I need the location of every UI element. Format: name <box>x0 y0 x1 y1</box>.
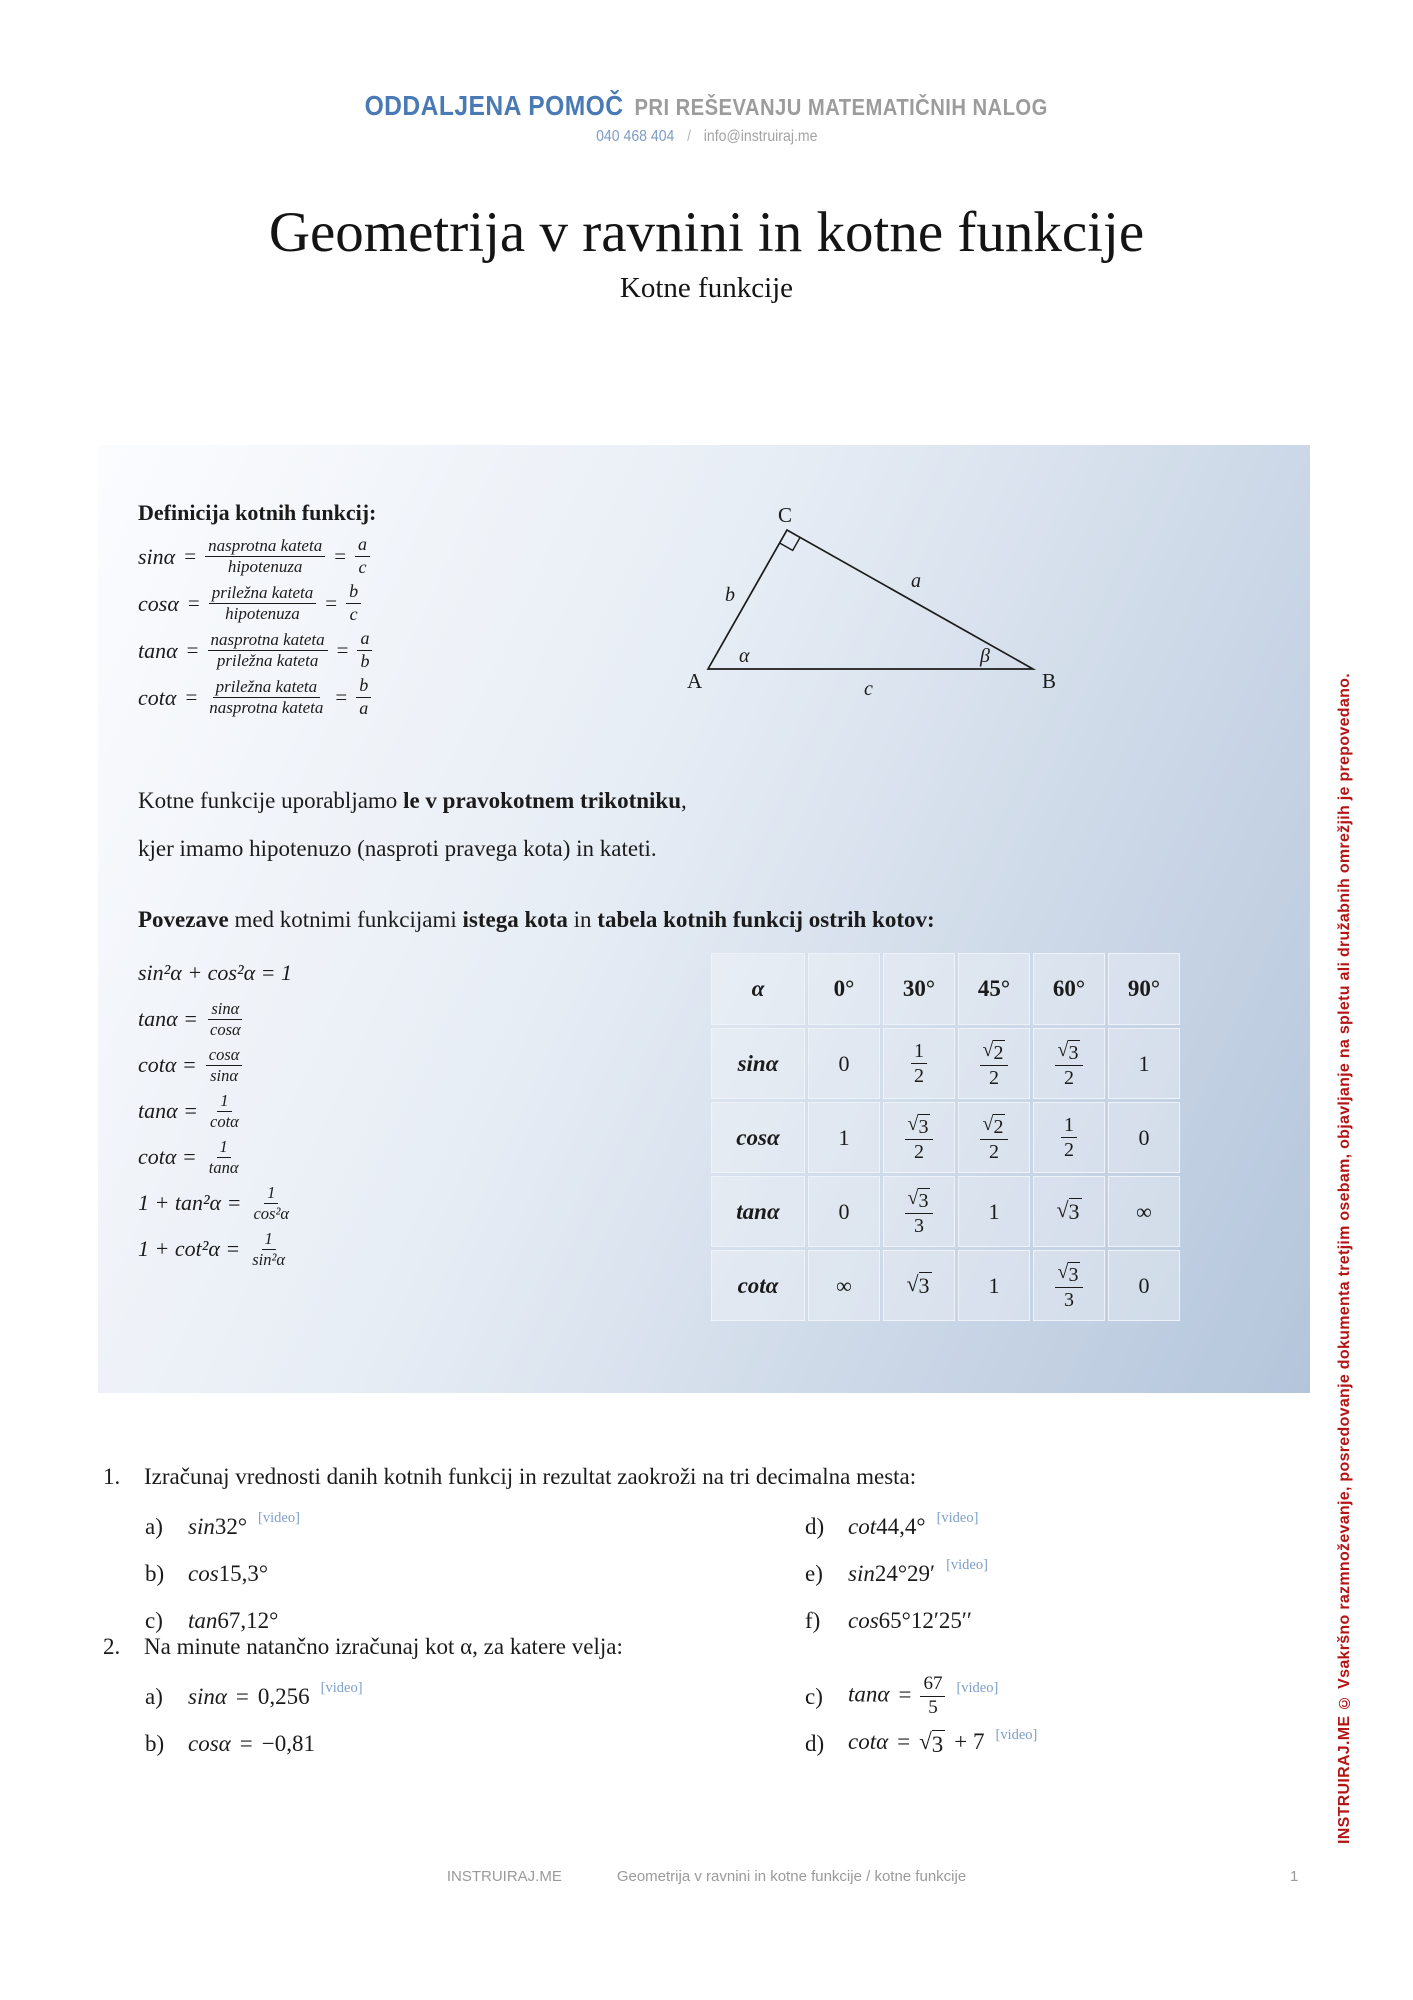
equals-sign: = <box>186 638 199 662</box>
formula-tail: + 7 <box>954 1728 985 1754</box>
table-cell: 1 <box>808 1102 880 1173</box>
item-formula <box>848 1673 945 1720</box>
item-label: a) <box>145 1513 163 1539</box>
formula-lhs: cotα = <box>138 1052 197 1077</box>
table-cell <box>883 1250 955 1321</box>
table-cell <box>958 1102 1030 1173</box>
relations-heading-text: in <box>567 907 598 932</box>
radical-sign: √ <box>982 1112 994 1135</box>
video-link[interactable]: [video] <box>258 1510 300 1526</box>
note-bold: le v pravokotnem trikotniku <box>403 788 681 813</box>
relation-formula <box>138 1180 292 1226</box>
equals-sign: = <box>184 544 197 568</box>
exercise-prompt: Na minute natančno izračunaj kot α, za katere velja: <box>144 1634 623 1659</box>
radicand: 3 <box>1068 1199 1080 1225</box>
formula-lhs: tanα = <box>138 1098 199 1123</box>
equals-sign: = <box>235 1683 249 1709</box>
item-label: c) <box>805 1683 823 1709</box>
fraction <box>205 536 325 578</box>
formula-lhs: sinα <box>188 1683 227 1709</box>
fraction-denominator: b <box>360 651 370 671</box>
function-name: sin <box>848 1560 875 1586</box>
fraction <box>250 1183 292 1224</box>
table-header-row <box>711 953 1180 1025</box>
fraction-numerator: 1 <box>911 1039 927 1064</box>
page-number: 1 <box>1290 1868 1299 1885</box>
fraction-denominator: c <box>358 557 367 577</box>
table-header-90: 90° <box>1108 953 1180 1025</box>
fraction-denominator: 3 <box>913 1214 924 1237</box>
radical-sign: √ <box>1056 1197 1069 1223</box>
table-header-30: 30° <box>883 953 955 1025</box>
equals-sign: = <box>335 685 348 709</box>
vertex-c-label: C <box>778 507 793 527</box>
fraction-denominator: 5 <box>928 1697 938 1718</box>
table-cell: 0 <box>1108 1250 1180 1321</box>
formula-lhs: tanα = <box>138 1006 199 1031</box>
formula-value: −0,81 <box>261 1730 315 1756</box>
equals-sign: = <box>325 591 338 615</box>
function-argument: 65°12′25′′ <box>878 1607 972 1633</box>
angle-alpha-label: α <box>739 645 750 667</box>
video-link[interactable]: [video] <box>946 1557 988 1573</box>
side-a-label: a <box>911 570 921 592</box>
exercise-item-c <box>805 1673 1037 1720</box>
function-name: cot <box>848 1513 877 1539</box>
relations-heading-bold: Povezave <box>138 907 229 932</box>
exercise-number: 1. <box>103 1464 121 1489</box>
function-argument: 67,12° <box>217 1607 279 1633</box>
formula-value: 0,256 <box>257 1683 310 1709</box>
equals-sign: = <box>897 1728 911 1754</box>
table-header-45: 45° <box>958 953 1030 1025</box>
page-footer <box>0 1868 1413 1885</box>
letterhead <box>0 90 1413 146</box>
brand-name: ODDALJENA POMOČ <box>364 90 624 121</box>
radical-sign: √ <box>907 1112 919 1135</box>
letterhead-contact <box>0 128 1413 146</box>
row-label: cotα <box>711 1250 805 1321</box>
fraction-numerator: 1 <box>217 1091 231 1112</box>
table-cell <box>1033 1250 1105 1321</box>
table-cell: 0 <box>1108 1102 1180 1173</box>
exercise-2-heading <box>103 1634 1340 1660</box>
relation-formula <box>138 996 292 1042</box>
table-cell <box>883 1176 955 1247</box>
function-name: tan <box>188 1607 218 1633</box>
radical-sign: √ <box>919 1728 932 1754</box>
fraction-numerator: nasprotna kateta <box>208 630 328 651</box>
fraction-numerator: 1 <box>1061 1113 1077 1138</box>
item-label: b) <box>145 1730 165 1756</box>
side-b-label: b <box>725 584 735 606</box>
table-cell: 1 <box>1108 1028 1180 1099</box>
table-row-cot <box>711 1250 1180 1321</box>
function-name: cos <box>188 1560 219 1586</box>
relations-list <box>138 950 292 1272</box>
fraction-denominator: 3 <box>1063 1288 1074 1311</box>
fraction <box>355 534 370 578</box>
fraction-denominator: hipotenuza <box>225 604 300 623</box>
exercise-1-left-column <box>145 1503 1340 1644</box>
relation-formula <box>138 1042 292 1088</box>
letterhead-line1 <box>0 90 1413 122</box>
fraction-numerator: priležna kateta <box>213 677 321 698</box>
exercise-1-heading <box>103 1464 1340 1490</box>
fraction-numerator: b <box>346 581 361 604</box>
radicand: 3 <box>931 1731 944 1757</box>
fraction-denominator: 2 <box>913 1140 924 1163</box>
relations-heading <box>138 907 935 933</box>
definition-tan <box>138 627 372 674</box>
fraction <box>356 675 371 719</box>
radical-sign: √ <box>1057 1038 1069 1061</box>
fraction-numerator: a <box>357 628 372 651</box>
function-argument: 24°29′ <box>874 1560 936 1586</box>
relation-formula <box>138 1134 292 1180</box>
function-argument: 32° <box>214 1513 248 1539</box>
item-label: d) <box>805 1513 825 1539</box>
exercise-number: 2. <box>103 1634 121 1659</box>
fraction-denominator: cosα <box>210 1019 241 1039</box>
page-title: Geometrija v ravnini in kotne funkcije <box>268 201 1145 264</box>
fraction-numerator: cosα <box>206 1045 243 1066</box>
relation-identity <box>138 950 292 996</box>
radicand: 2 <box>993 1115 1004 1138</box>
radicand: 3 <box>1068 1041 1079 1064</box>
video-link[interactable]: [video] <box>936 1510 979 1526</box>
function-name: sin <box>188 1513 215 1539</box>
fraction-denominator: 2 <box>988 1140 999 1163</box>
definition-sin <box>138 533 372 580</box>
item-formula <box>188 1731 315 1757</box>
item-formula <box>848 1729 985 1759</box>
brand-tagline: PRI REŠEVANJU MATEMATIČNIH NALOG <box>634 94 1049 120</box>
exercise-item-d <box>805 1503 988 1550</box>
formula-lhs: cotα <box>138 684 177 710</box>
function-argument: 15,3° <box>218 1560 269 1586</box>
fraction-denominator: priležna kateta <box>216 651 319 670</box>
definitions-heading: Definicija kotnih funkcij: <box>138 500 377 525</box>
exercise-item-b <box>145 1550 1340 1597</box>
fraction-numerator: 1 <box>262 1229 276 1250</box>
radicand: 2 <box>993 1041 1004 1064</box>
table-cell: 1 <box>958 1250 1030 1321</box>
formula-lhs: cotα <box>848 1728 889 1754</box>
formula-lhs: sinα <box>138 543 176 569</box>
fraction-numerator: 1 <box>264 1183 278 1204</box>
fraction-denominator: sin²α <box>252 1249 286 1269</box>
item-formula <box>188 1561 268 1587</box>
definitions-list <box>138 533 372 721</box>
relation-formula <box>138 1088 292 1134</box>
radicand: 3 <box>918 1115 929 1138</box>
exercise-item-a <box>145 1673 1340 1720</box>
relations-heading-text: med kotnimi funkcijami <box>228 907 463 932</box>
right-angle-mark <box>780 537 801 550</box>
item-formula <box>848 1608 972 1634</box>
definition-cos <box>138 580 372 627</box>
exercise-item-b <box>145 1720 1340 1767</box>
fraction <box>920 1673 945 1720</box>
row-label: cosα <box>711 1102 805 1173</box>
footer-site: INSTRUIRAJ.ME <box>446 1868 562 1885</box>
formula-lhs: 1 + cot²α = <box>138 1236 241 1261</box>
item-label: f) <box>805 1607 821 1633</box>
radicand: 3 <box>918 1189 929 1212</box>
table-row-cos <box>711 1102 1180 1173</box>
fraction <box>209 583 317 625</box>
radical-sign: √ <box>1057 1260 1069 1283</box>
row-label: tanα <box>711 1176 805 1247</box>
vertex-a-label: A <box>687 669 703 693</box>
equals-sign: = <box>187 591 200 615</box>
vertex-b-label: B <box>1042 669 1057 693</box>
fraction <box>206 1137 242 1178</box>
fraction <box>206 1045 243 1086</box>
table-header-0: 0° <box>808 953 880 1025</box>
table-header-alpha: α <box>711 953 805 1025</box>
fraction-denominator: a <box>359 698 369 718</box>
table-cell <box>1033 1176 1105 1247</box>
usage-note <box>138 777 687 873</box>
exercise-2-left-column <box>145 1673 1340 1767</box>
fraction-denominator: 2 <box>988 1066 999 1089</box>
fraction-denominator: cotα <box>210 1111 239 1131</box>
item-formula <box>188 1608 278 1634</box>
exercise-item-d <box>805 1720 1037 1767</box>
item-label: e) <box>805 1560 823 1586</box>
item-label: a) <box>145 1683 163 1709</box>
equals-sign: = <box>185 685 198 709</box>
equals-sign: = <box>334 544 347 568</box>
table-cell <box>883 1102 955 1173</box>
table-row-sin <box>711 1028 1180 1099</box>
item-formula <box>188 1684 310 1710</box>
fraction <box>357 628 372 672</box>
table-cell: ∞ <box>808 1250 880 1321</box>
item-formula <box>188 1514 247 1540</box>
table-cell: ∞ <box>1108 1176 1180 1247</box>
fraction <box>249 1229 288 1270</box>
note-comma: , <box>681 788 687 813</box>
fraction-numerator: 67 <box>920 1673 945 1697</box>
function-argument: 44,4° <box>876 1513 926 1539</box>
item-label: c) <box>145 1607 163 1633</box>
fraction-denominator: hipotenuza <box>227 557 303 576</box>
row-label: sinα <box>711 1028 805 1099</box>
triangle-diagram <box>683 507 1163 702</box>
fraction-denominator: cos²α <box>253 1203 290 1223</box>
exercise-item-a <box>145 1503 1340 1550</box>
table-cell: 1 <box>958 1176 1030 1247</box>
fraction-denominator: 2 <box>914 1065 924 1087</box>
table-header-60: 60° <box>1033 953 1105 1025</box>
radicand: 3 <box>918 1273 930 1299</box>
fraction-numerator: priležna kateta <box>209 583 317 604</box>
fraction-numerator: b <box>356 675 371 698</box>
contact-separator: / <box>686 128 691 145</box>
fraction-denominator: c <box>349 604 358 624</box>
radical-sign: √ <box>906 1271 919 1297</box>
fraction <box>346 581 361 625</box>
formula-lhs: cotα = <box>138 1144 197 1169</box>
relations-heading-bold: tabela kotnih funkcij ostrih kotov: <box>597 907 935 932</box>
table-cell <box>958 1028 1030 1099</box>
exercise-2 <box>0 1634 1340 1767</box>
values-table <box>708 950 1183 1324</box>
note-line2: kjer imamo hipotenuzo (nasproti pravega kota) in kateti. <box>138 836 657 861</box>
email-address: info@instruiraj.me <box>703 128 818 145</box>
relations-heading-bold: istega kota <box>462 907 568 932</box>
video-link[interactable]: [video] <box>956 1680 999 1696</box>
definition-cot <box>138 674 372 721</box>
angle-beta-label: β <box>980 645 990 667</box>
item-label: d) <box>805 1730 825 1756</box>
fraction-numerator: nasprotna kateta <box>205 536 325 557</box>
fraction <box>206 677 326 719</box>
radicand: 3 <box>1068 1263 1079 1286</box>
table-cell <box>883 1028 955 1099</box>
table-row-tan <box>711 1176 1180 1247</box>
item-label: b) <box>145 1560 165 1586</box>
fraction <box>207 999 244 1040</box>
square-root <box>919 1730 945 1759</box>
exercise-2-right-column <box>805 1673 1037 1767</box>
fraction-numerator: sinα <box>208 999 242 1020</box>
fraction-denominator: nasprotna kateta <box>209 698 324 717</box>
fraction-denominator: 2 <box>1063 1066 1074 1089</box>
fraction-denominator: sinα <box>210 1065 239 1085</box>
formula-lhs: 1 + tan²α = <box>138 1190 242 1215</box>
fraction-denominator: 2 <box>1064 1139 1074 1161</box>
formula-lhs: cosα <box>138 590 179 616</box>
footer-breadcrumb: Geometrija v ravnini in kotne funkcije / kotne funkcije <box>616 1868 967 1885</box>
radical-sign: √ <box>907 1186 919 1209</box>
exercise-1-right-column <box>805 1503 988 1644</box>
fraction-denominator: tanα <box>208 1157 239 1177</box>
relation-formula <box>138 1226 292 1272</box>
fraction <box>208 630 328 672</box>
formula-lhs: tanα <box>138 637 178 663</box>
exercise-prompt: Izračunaj vrednosti danih kotnih funkcij in rezultat zaokroži na tri decimalna mesta: <box>144 1464 917 1489</box>
theory-box <box>98 445 1310 1393</box>
radical-sign: √ <box>982 1038 994 1061</box>
note-text: Kotne funkcije uporabljamo <box>138 788 404 813</box>
video-link[interactable]: [video] <box>995 1727 1038 1743</box>
table-cell <box>1033 1102 1105 1173</box>
equals-sign: = <box>336 638 349 662</box>
copyright-notice: INSTRUIRAJ.ME © Vsakršno razmnoževanje, posredovanje dokumenta tretjim osebam, objavljanje na spletu ali družabnih omrežjih je prepovedano. <box>1336 673 1353 1844</box>
table-cell: 0 <box>808 1176 880 1247</box>
formula-lhs: tanα <box>848 1681 890 1707</box>
item-formula <box>848 1514 926 1540</box>
exercise-item-e <box>805 1550 988 1597</box>
side-c-label: c <box>864 678 873 700</box>
formula: sin²α + cos²α = 1 <box>138 960 292 985</box>
video-link[interactable]: [video] <box>320 1680 363 1696</box>
exercise-1 <box>0 1464 1340 1644</box>
phone-number: 040 468 404 <box>595 128 675 145</box>
fraction-numerator: a <box>355 534 370 557</box>
equals-sign: = <box>898 1681 912 1707</box>
equals-sign: = <box>239 1730 253 1756</box>
table-cell: 0 <box>808 1028 880 1099</box>
fraction <box>207 1091 242 1132</box>
formula-lhs: cosα <box>188 1730 231 1756</box>
page-subtitle: Kotne funkcije <box>619 272 794 304</box>
item-formula <box>848 1561 935 1587</box>
fraction-numerator: 1 <box>217 1137 231 1158</box>
table-cell <box>1033 1028 1105 1099</box>
function-name: cos <box>848 1607 879 1633</box>
